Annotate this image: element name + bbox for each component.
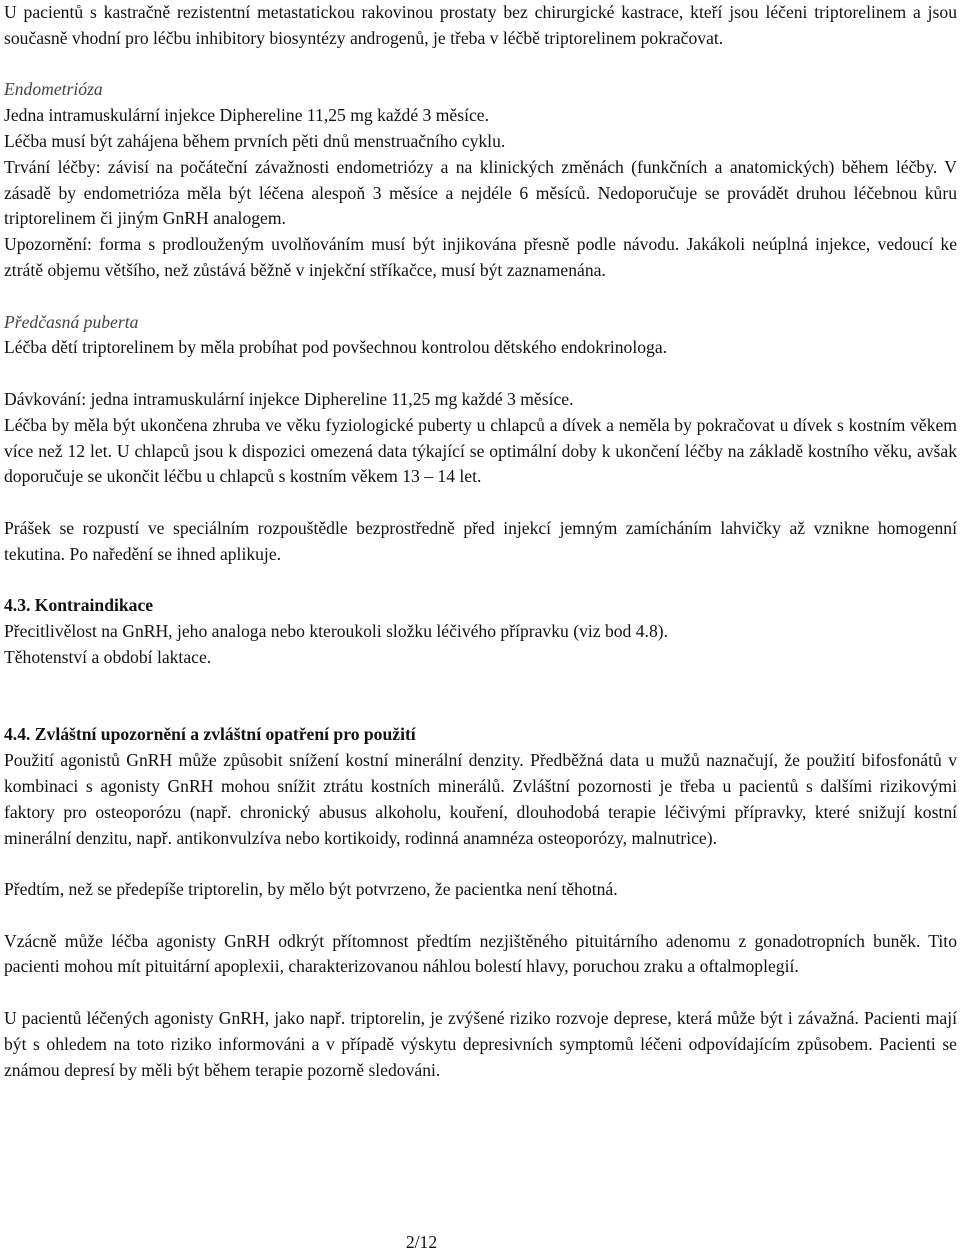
contraindication-pregnancy: Těhotenství a období laktace.: [4, 646, 212, 667]
puberty-dose: Dávkování: jedna intramuskulární injekce Diphereline 11,25 mg každé 3 měsíce.: [4, 388, 574, 409]
contraindication-hypersensitivity: Přecitlivělost na GnRH, jeho analoga nebo kteroukoli složku léčivého přípravku (viz bod 4.8).: [4, 621, 669, 642]
reconstitution-paragraph: Prášek se rozpustí ve speciálním rozpouštědle bezprostředně před injekcí jemným zamícháním lahvičky až vznikne homogenní tekutina. Po naředění se ihned aplikuje.: [4, 517, 957, 564]
section-4-3-heading: 4.3. Kontraindikace: [4, 595, 154, 616]
section-4-4-heading: 4.4. Zvláštní upozornění a zvláštní opatření pro použití: [4, 724, 416, 745]
page-number: 2/12: [405, 1232, 438, 1252]
intro-paragraph: U pacientů s kastračně rezistentní metastatickou rakovinou prostaty bez chirurgické kastrace, kteří jsou léčeni triptorelinem a jsou současně vhodní pro léčbu inhibitory biosyntézy androgenů, je třeba v léčbě triptorelinem pokračovat.: [4, 2, 957, 48]
warning-depression: U pacientů léčených agonisty GnRH, jako např. triptorelin, je zvýšené riziko rozvoje deprese, která může být i závažná. Pacienti mají být s ohledem na toto riziko informováni a v případě výskytu depresivních symptomů léčeni odpovídajícím způsobem. Pacienti se známou depresí by měli být během terapie pozorně sledováni.: [4, 1008, 957, 1080]
endometriosis-warning: Upozornění: forma s prodlouženým uvolňováním musí být injikována přesně podle návodu. Jakákoli neúplná injekce, vedoucí ke ztrátě objemu většího, než zůstává běžně v injekční stříkačce, musí být zaznamenána.: [4, 234, 957, 280]
puberty-stop: Léčba by měla být ukončena zhruba ve věku fyziologické puberty u chlapců a dívek a neměla by pokračovat u dívek s kostním věkem více než 12 let. U chlapců jsou k dispozici omezená data týkající se optimální doby k ukončení léčby na základě kostního věku, avšak doporučuje se ukončit léčbu u chlapců s kostním věkem 13 – 14 let.: [4, 414, 957, 487]
endometriosis-dose: Jedna intramuskulární injekce Diphereline 11,25 mg každé 3 měsíce.: [4, 105, 489, 126]
warning-bone-density: Použití agonistů GnRH může způsobit snížení kostní minerální denzity. Předběžná data u mužů naznačují, že použití bifosfonátů v kombinaci s agonisty GnRH mohou snížit ztrátu kostních minerálů. Zvláštní pozornosti je třeba u pacientů s dalšími rizikovými faktory pro osteoporózu (např. chronický abusus alkoholu, kouření, dlouhodobá terapie léčivými přípravky, které snižují kostní minerální denzitu, např. antikonvulzíva nebo kortikoidy, rodinná anamnéza osteoporózy, malnutrice).: [4, 750, 957, 848]
endometriosis-duration: Trvání léčby: závisí na počáteční závažnosti endometriózy a na klinických změnách (funkčních a anatomických) během léčby. V zásadě by endometrióza měla být léčena alespoň 3 měsíce a nejdéle 6 měsíců. Nedoporučuje se provádět druhou léčebnou kůru triptorelinem či jiným GnRH analogem.: [4, 156, 957, 229]
document-page: [4, 0, 957, 1083]
puberty-heading: Předčasná puberta: [4, 311, 139, 332]
warning-pituitary-adenoma: Vzácně může léčba agonisty GnRH odkrýt přítomnost předtím nezjištěného pituitárního adenomu z gonadotropních buněk. Tito pacienti mohou mít pituitární apoplexii, charakterizovanou náhlou bolestí hlavy, poruchou zraku a oftalmoplegií.: [4, 930, 957, 977]
warning-pregnancy-check: Předtím, než se předepíše triptorelin, by mělo být potvrzeno, že pacientka není těhotná.: [4, 879, 618, 900]
endometriosis-heading: Endometrióza: [4, 79, 103, 100]
endometriosis-start: Léčba musí být zahájena během prvních pěti dnů menstruačního cyklu.: [4, 130, 506, 151]
puberty-control: Léčba dětí triptorelinem by měla probíhat pod povšechnou kontrolou dětského endokrinologa.: [4, 337, 668, 358]
